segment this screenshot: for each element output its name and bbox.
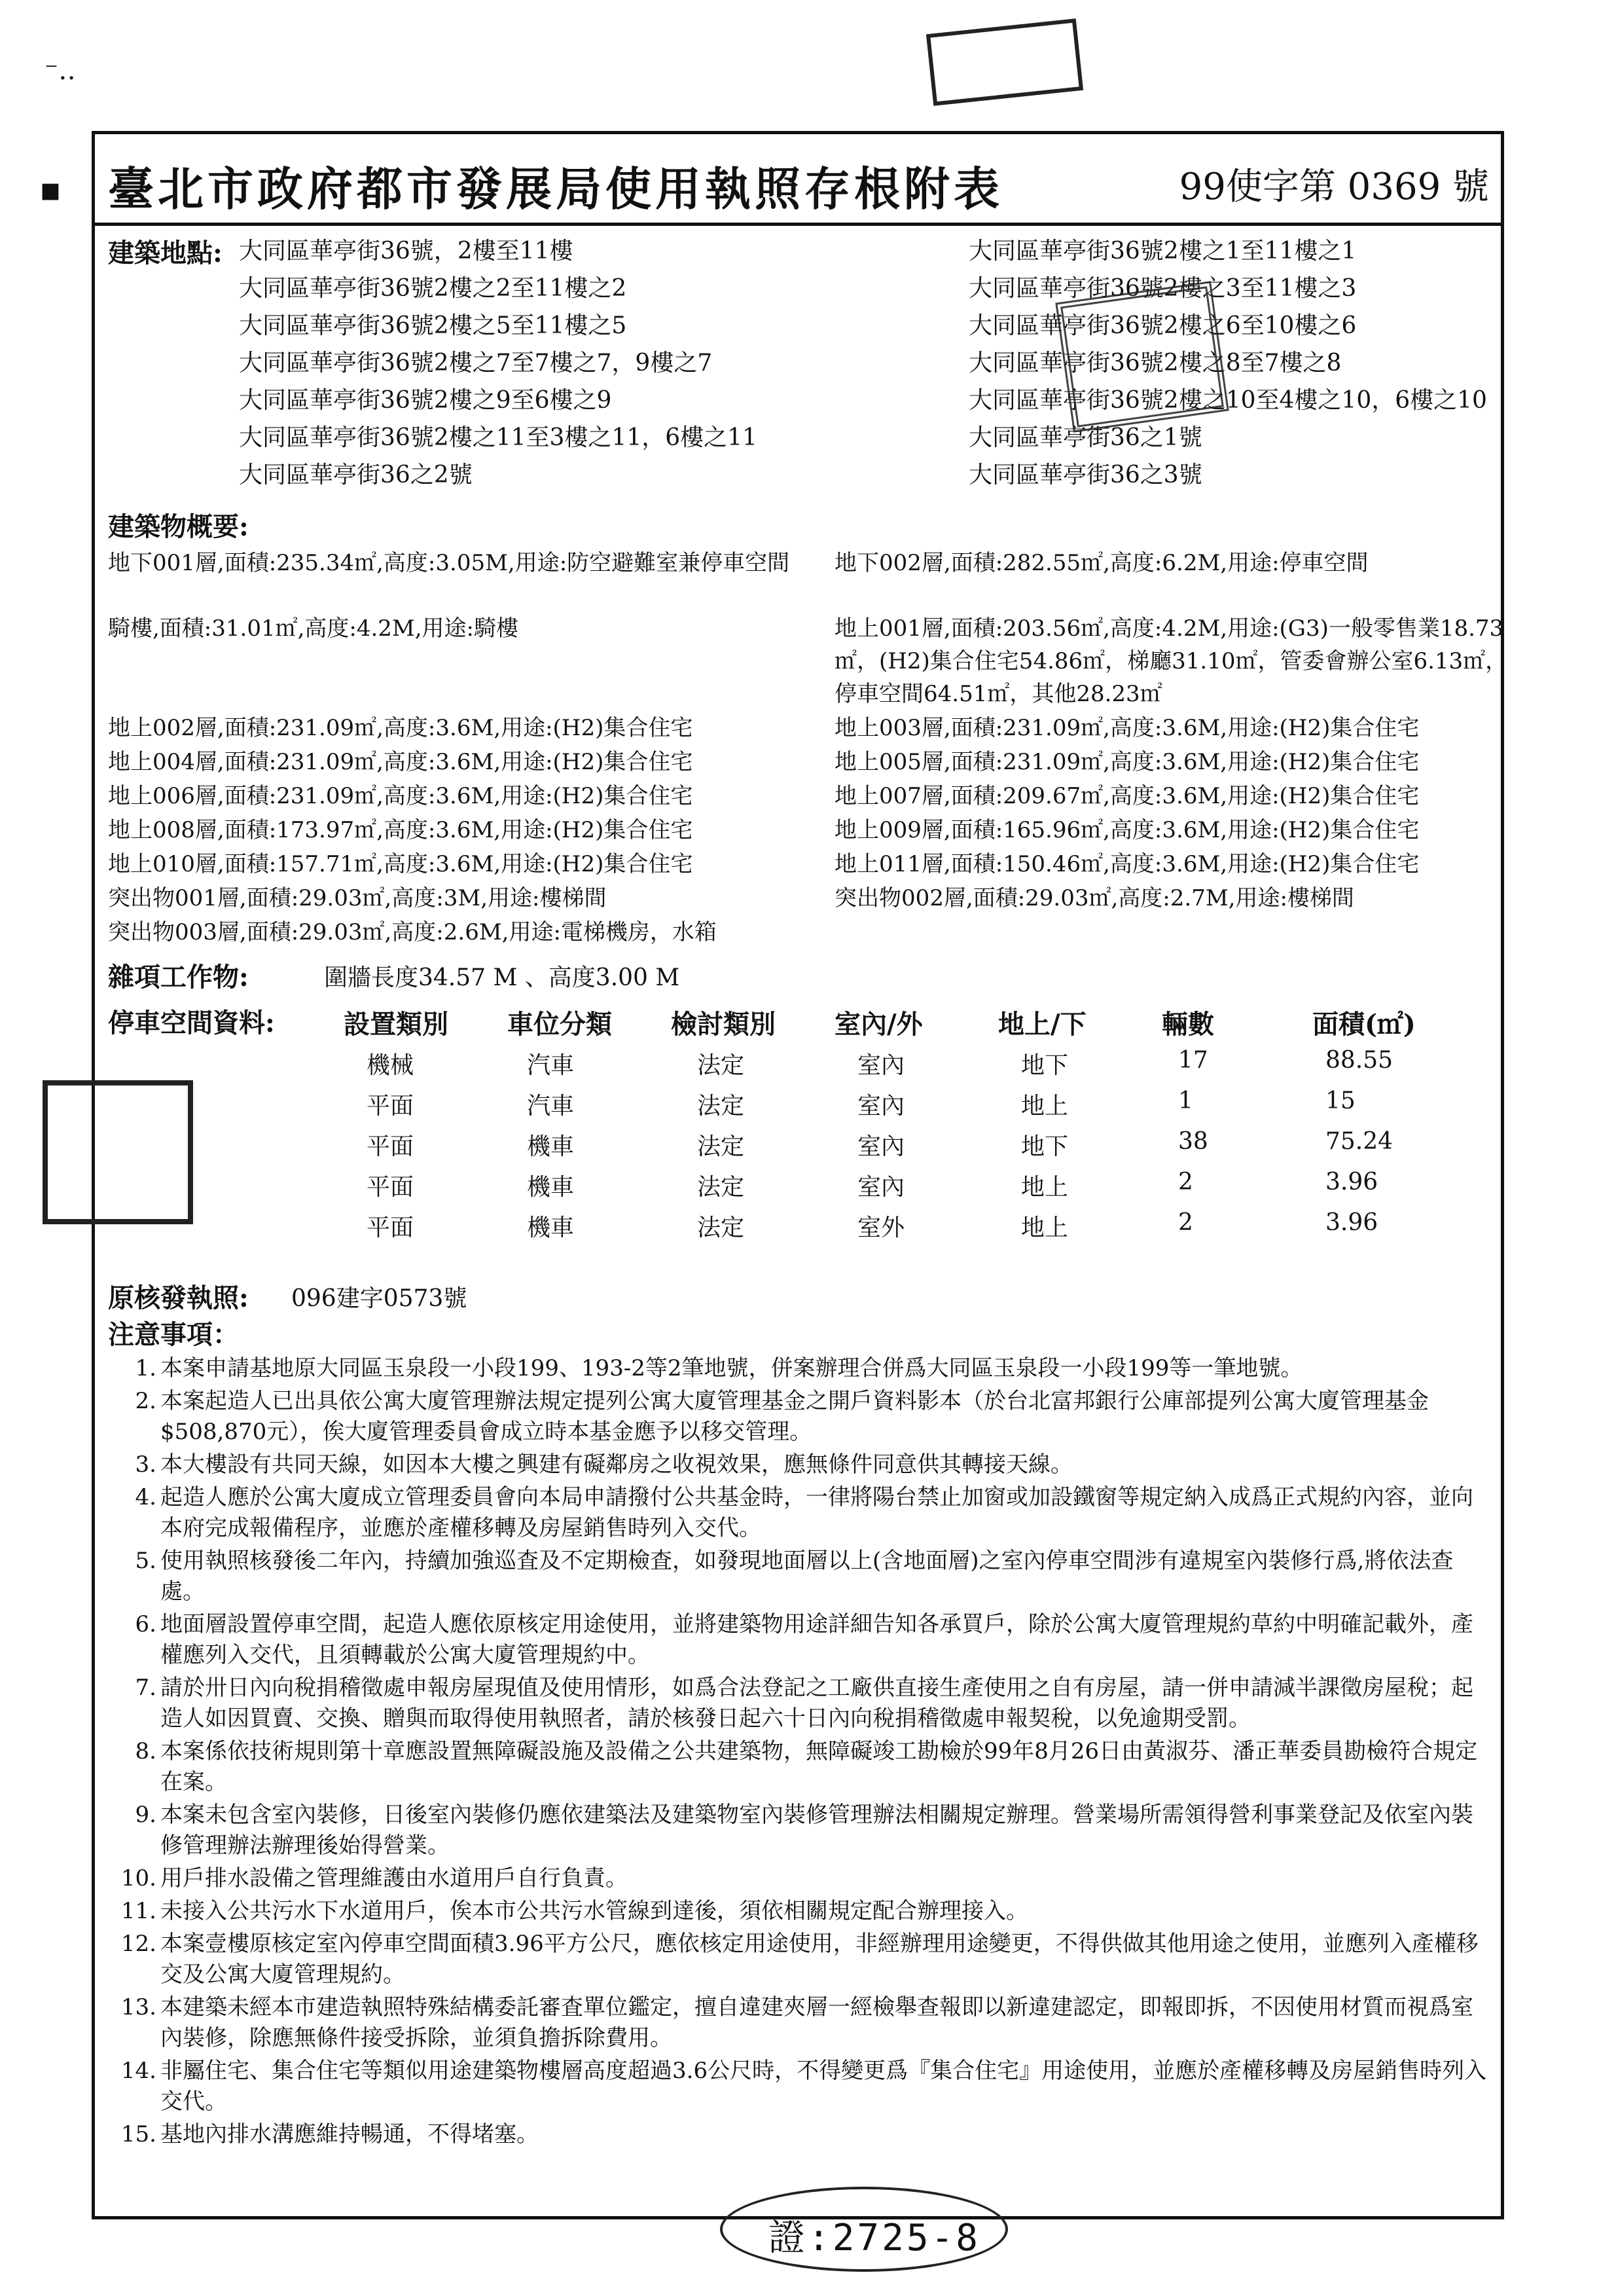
- overview-cell: 地下002層,面積:282.55㎡,高度:6.2M,用途:停車空間: [835, 550, 1369, 576]
- overview-row: [108, 848, 1488, 882]
- overview-row: [108, 814, 1488, 848]
- note-text: 本建築未經本市建造執照特殊結構委託審査單位鑑定，擅自違建夾層一經檢舉查報即以新違建認定，即報即拆，不因使用材質而視爲室內裝修，除應無條件接受拆除，並須負擔拆除費用。: [160, 1994, 1473, 2051]
- side-mark: ▪: [39, 170, 62, 208]
- misc-works-value: 圍牆長度34.57 M 、高度3.00 M: [324, 964, 680, 991]
- address-line: 大同區華亭街36號2樓之1至11樓之1: [969, 238, 1357, 264]
- note-number: 9.: [135, 1802, 156, 1828]
- address-line: 大同區華亭街36之1號: [969, 424, 1202, 451]
- parking-section: [108, 996, 1488, 1271]
- parking-cell: 法定: [697, 1214, 745, 1241]
- parking-cell: 地上: [1021, 1214, 1069, 1241]
- note-item: [135, 1800, 1488, 1861]
- parking-cell: 室內: [857, 1133, 905, 1160]
- original-permit-value: 096建字0573號: [291, 1285, 467, 1312]
- parking-cell: 機車: [527, 1133, 575, 1160]
- overview-cell: 地下001層,面積:235.34㎡,高度:3.05M,用途:防空避難室兼停車空間: [108, 550, 790, 576]
- note-number: 13.: [120, 1994, 156, 2020]
- note-number: 5.: [135, 1548, 156, 1574]
- permit-number: 99使字第 0369 號: [1179, 166, 1489, 208]
- address-list-left: [239, 232, 757, 494]
- misc-works-section: [108, 950, 1488, 996]
- parking-cell: 機械: [367, 1052, 414, 1079]
- original-permit-label: 原核發執照:: [108, 1283, 249, 1313]
- overview-cell: 地上003層,面積:231.09㎡,高度:3.6M,用途:(H2)集合住宅: [835, 715, 1420, 741]
- note-item: [135, 1673, 1488, 1734]
- overview-cell: 地上006層,面積:231.09㎡,高度:3.6M,用途:(H2)集合住宅: [108, 783, 693, 809]
- certificate-stamp-text: 證:2725-8: [768, 2217, 981, 2259]
- note-number: 2.: [135, 1388, 156, 1414]
- document-frame: [92, 131, 1508, 2219]
- address-line: 大同區華亭街36之2號: [239, 462, 473, 488]
- document-content: [108, 232, 1508, 2190]
- overview-section: [108, 547, 1508, 950]
- note-item: [135, 1353, 1488, 1384]
- address-line: 大同區華亭街36號2樓之3至11樓之3: [969, 275, 1357, 302]
- note-number: 6.: [135, 1611, 156, 1637]
- address-line: 大同區華亭街36號2樓之2至11樓之2: [239, 275, 627, 302]
- parking-header: 檢討類別: [671, 1009, 776, 1040]
- address-line: 大同區華亭街36號2樓之10至4樓之10，6樓之10: [969, 387, 1487, 414]
- parking-cell: 地下: [1021, 1052, 1069, 1079]
- overview-cell: 地上008層,面積:173.97㎡,高度:3.6M,用途:(H2)集合住宅: [108, 817, 693, 843]
- parking-cell: 室外: [857, 1214, 905, 1241]
- note-number: 12.: [120, 1931, 156, 1957]
- note-text: 本案係依技術規則第十章應設置無障礙設施及設備之公共建築物，無障礙竣工勘檢於99年8月26日由黃淑芬、潘正華委員勘檢符合規定在案。: [160, 1738, 1478, 1795]
- notes-list: [108, 1353, 1488, 2150]
- note-text: 非屬住宅、集合住宅等類似用途建築物樓層高度超過3.6公尺時，不得變更爲『集合住宅』用途使用，並應於產權移轉及房屋銷售時列入交代。: [160, 2058, 1487, 2115]
- note-text: 起造人應於公寓大廈成立管理委員會向本局申請撥付公共基金時，一律將陽台禁止加窗或加設鐵窗等規定納入成爲正式規約內容，並向本府完成報備程序，並應於產權移轉及房屋銷售時列入交代。: [160, 1484, 1473, 1541]
- parking-cell: 75.24: [1325, 1128, 1393, 1155]
- parking-cell: 88.55: [1325, 1047, 1393, 1074]
- title-row: [95, 134, 1501, 226]
- overview-cell: 地上009層,面積:165.96㎡,高度:3.6M,用途:(H2)集合住宅: [835, 817, 1420, 843]
- overview-label: 建築物概要:: [108, 511, 249, 542]
- parking-cell: 平面: [367, 1214, 414, 1241]
- note-text: 使用執照核發後二年內，持續加強巡査及不定期檢査，如發現地面層以上(含地面層)之室內停車空間涉有違規室內裝修行爲,將依法查處。: [160, 1548, 1454, 1605]
- note-item: [120, 2056, 1488, 2117]
- note-item: [120, 1992, 1488, 2054]
- parking-cell: 平面: [367, 1133, 414, 1160]
- overview-cell: 地上001層,面積:203.56㎡,高度:4.2M,用途:(G3)一般零售業18.73㎡，(H2)集合住宅54.86㎡，梯廳31.10㎡，管委會辦公室6.13㎡，停車空間64.51㎡，其他28.23㎡: [835, 615, 1508, 707]
- overview-cell: 突出物003層,面積:29.03㎡,高度:2.6M,用途:電梯機房，水箱: [108, 919, 717, 945]
- overview-cell: 地上004層,面積:231.09㎡,高度:3.6M,用途:(H2)集合住宅: [108, 749, 693, 775]
- note-item: [135, 1482, 1488, 1544]
- address-line: 大同區華亭街36之3號: [969, 462, 1202, 488]
- address-line: 大同區華亭街36號2樓之11至3樓之11，6樓之11: [239, 424, 757, 451]
- parking-cell: 地上: [1021, 1093, 1069, 1120]
- parking-cell: 2: [1178, 1209, 1193, 1236]
- address-section: [108, 232, 1488, 507]
- overview-row: [108, 746, 1488, 780]
- corner-mark: ⁻‥: [45, 56, 76, 86]
- note-number: 10.: [120, 1865, 156, 1891]
- parking-cell: 地上: [1021, 1174, 1069, 1201]
- notes-label: 注意事項：: [108, 1319, 239, 1350]
- address-list-right: [969, 232, 1487, 494]
- overview-row: [108, 780, 1488, 814]
- overview-cell: 突出物001層,面積:29.03㎡,高度:3M,用途:樓梯間: [108, 885, 607, 911]
- overview-cell: 地上011層,面積:150.46㎡,高度:3.6M,用途:(H2)集合住宅: [835, 851, 1420, 877]
- parking-cell: 1: [1178, 1087, 1193, 1114]
- note-text: 本大樓設有共同天線，如因本大樓之興建有礙鄰房之收視效果，應無條件同意供其轉接天線。: [160, 1451, 1073, 1478]
- note-number: 11.: [120, 1898, 156, 1924]
- parking-label: 停車空間資料:: [108, 1008, 275, 1038]
- note-number: 15.: [120, 2121, 156, 2147]
- parking-header: 設置類別: [344, 1009, 448, 1040]
- note-text: 地面層設置停車空間，起造人應依原核定用途使用，並將建築物用途詳細告知各承買戶，除於公寓大廈管理規約草約中明確記載外，產權應列入交代，且須轉載於公寓大廈管理規約中。: [160, 1611, 1473, 1668]
- overview-cell: 地上010層,面積:157.71㎡,高度:3.6M,用途:(H2)集合住宅: [108, 851, 693, 877]
- parking-cell: 汽車: [527, 1093, 575, 1120]
- seal-stamp-middle: [1055, 281, 1229, 432]
- note-text: 請於卅日內向稅捐稽徵處申報房屋現值及使用情形，如爲合法登記之工廠供直接生產使用之自有房屋，請一併申請減半課徵房屋稅；起造人如因買賣、交換、贈與而取得使用執照者，請於核發日起六十日內向稅捐稽徵處申報契稅，以免逾期受罰。: [160, 1675, 1473, 1732]
- note-item: [135, 1449, 1488, 1480]
- note-number: 7.: [135, 1675, 156, 1701]
- note-number: 3.: [135, 1451, 156, 1478]
- address-line: 大同區華亭街36號2樓之9至6樓之9: [239, 387, 612, 414]
- parking-cell: 室內: [857, 1093, 905, 1120]
- note-item: [120, 2119, 1488, 2150]
- parking-cell: 平面: [367, 1093, 414, 1120]
- note-number: 1.: [135, 1355, 156, 1381]
- note-item: [120, 1896, 1488, 1927]
- overview-cell: 騎樓,面積:31.01㎡,高度:4.2M,用途:騎樓: [108, 615, 519, 642]
- parking-cell: 38: [1178, 1128, 1208, 1155]
- parking-cell: 3.96: [1325, 1169, 1378, 1195]
- address-line: 大同區華亭街36號，2樓至11樓: [239, 238, 573, 264]
- address-line: 大同區華亭街36號2樓之7至7樓之7，9樓之7: [239, 350, 713, 376]
- note-item: [135, 1546, 1488, 1607]
- parking-cell: 汽車: [527, 1052, 575, 1079]
- parking-header: 地上/下: [998, 1009, 1087, 1040]
- note-text: 本案未包含室內裝修，日後室內裝修仍應依建築法及建築物室內裝修管理辦法相關規定辦理。營業場所需領得營利事業登記及依室內裝修管理辦法辦理後始得營業。: [160, 1802, 1473, 1859]
- certificate-stamp: [720, 2187, 1008, 2272]
- overview-row: [108, 916, 1488, 950]
- note-text: 未接入公共污水下水道用戶，俟本市公共污水管線到達後，須依相關規定配合辦理接入。: [160, 1898, 1028, 1924]
- note-text: 用戶排水設備之管理維護由水道用戶自行負責。: [160, 1865, 628, 1891]
- parking-cell: 機車: [527, 1214, 575, 1241]
- note-item: [135, 1386, 1488, 1448]
- note-number: 14.: [120, 2058, 156, 2084]
- address-line: 大同區華亭街36號2樓之8至7樓之8: [969, 350, 1342, 376]
- note-text: 本案壹樓原核定室內停車空間面積3.96平方公尺，應依核定用途使用，非經辦理用途變更，不得供做其他用途之使用，並應列入產權移交及公寓大廈管理規約。: [160, 1931, 1479, 1988]
- parking-cell: 3.96: [1325, 1209, 1378, 1236]
- address-line: 大同區華亭街36號2樓之6至10樓之6: [969, 312, 1357, 339]
- seal-stamp-left: [43, 1080, 193, 1224]
- address-line: 大同區華亭街36號2樓之5至11樓之5: [239, 312, 627, 339]
- parking-cell: 室內: [857, 1052, 905, 1079]
- parking-cell: 法定: [697, 1133, 745, 1160]
- parking-header: 車位分類: [507, 1009, 612, 1040]
- parking-cell: 法定: [697, 1174, 745, 1201]
- parking-header: 面積(㎡): [1312, 1009, 1416, 1040]
- parking-header: 輛數: [1162, 1009, 1214, 1040]
- note-item: [135, 1736, 1488, 1798]
- overview-row: [108, 612, 1508, 712]
- parking-cell: 15: [1325, 1087, 1356, 1114]
- note-number: 4.: [135, 1484, 156, 1510]
- note-text: 本案申請基地原大同區玉泉段一小段199、193-2等2筆地號，併案辦理合併爲大同區玉泉段一小段199等一筆地號。: [160, 1355, 1303, 1381]
- overview-cell: 地上005層,面積:231.09㎡,高度:3.6M,用途:(H2)集合住宅: [835, 749, 1420, 775]
- misc-works-label: 雜項工作物:: [108, 962, 249, 993]
- note-text: 基地內排水溝應維持暢通，不得堵塞。: [160, 2121, 539, 2147]
- parking-cell: 17: [1178, 1047, 1208, 1074]
- note-item: [120, 1929, 1488, 1990]
- overview-cell: 地上002層,面積:231.09㎡,高度:3.6M,用途:(H2)集合住宅: [108, 715, 693, 741]
- parking-cell: 地下: [1021, 1133, 1069, 1160]
- parking-cell: 室內: [857, 1174, 905, 1201]
- note-number: 8.: [135, 1738, 156, 1764]
- parking-cell: 法定: [697, 1052, 745, 1079]
- document-title: 臺北市政府都市發展局使用執照存根附表: [108, 162, 1003, 216]
- note-item: [120, 1863, 1488, 1894]
- overview-cell: 地上007層,面積:209.67㎡,高度:3.6M,用途:(H2)集合住宅: [835, 783, 1420, 809]
- parking-cell: 機車: [527, 1174, 575, 1201]
- parking-cell: 法定: [697, 1093, 745, 1120]
- address-label: 建築地點:: [108, 238, 223, 268]
- note-item: [135, 1609, 1488, 1671]
- note-text: 本案起造人已出具依公寓大廈管理辦法規定提列公寓大廈管理基金之開戶資料影本（於台北富邦銀行公庫部提列公寓大廈管理基金$508,870元），俟大廈管理委員會成立時本基金應予以移交管理。: [160, 1388, 1429, 1445]
- overview-row: [108, 547, 1488, 612]
- parking-cell: 平面: [367, 1174, 414, 1201]
- overview-cell: 突出物002層,面積:29.03㎡,高度:2.7M,用途:樓梯間: [835, 885, 1354, 911]
- overview-row: [108, 882, 1488, 916]
- original-permit-section: [108, 1271, 1488, 1317]
- parking-cell: 2: [1178, 1169, 1193, 1195]
- overview-row: [108, 712, 1488, 746]
- parking-header: 室內/外: [835, 1009, 923, 1040]
- seal-stamp-top: [926, 18, 1083, 105]
